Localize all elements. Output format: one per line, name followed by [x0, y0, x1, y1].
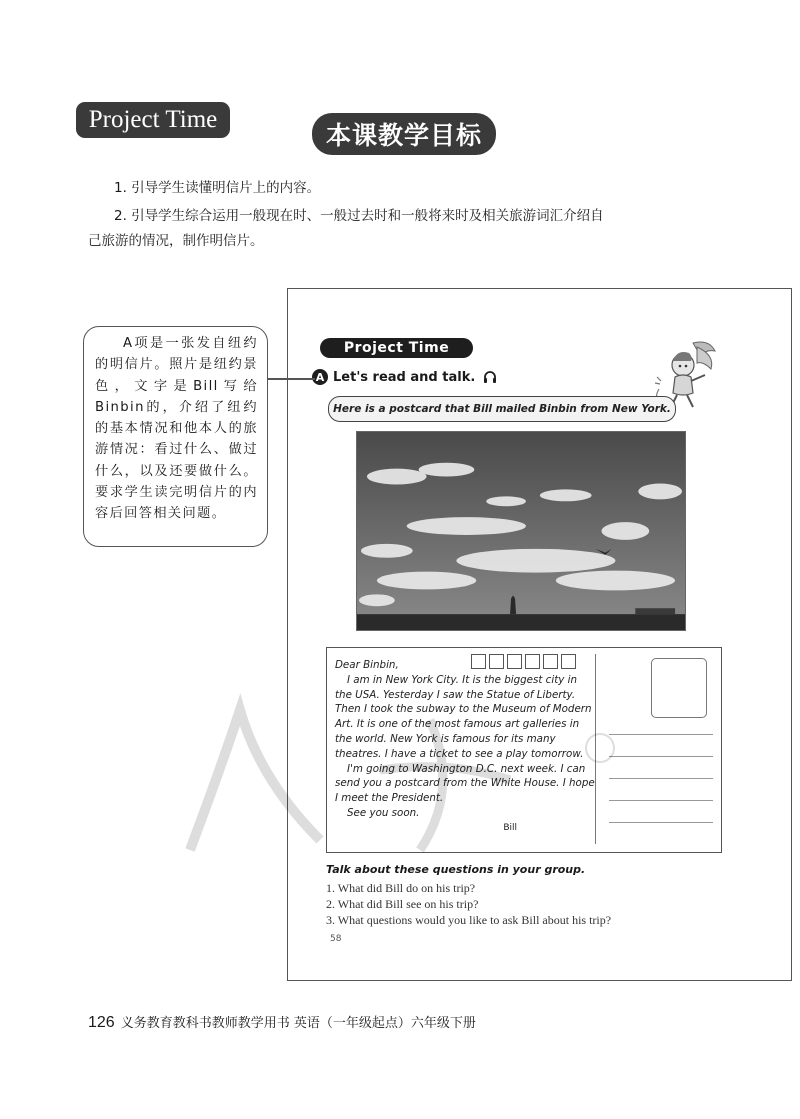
- question-1: 1. What did Bill do on his trip?: [326, 881, 476, 895]
- address-line: [609, 822, 713, 823]
- stamp-box: [651, 658, 707, 718]
- postcard-signature: Bill: [503, 822, 517, 833]
- goal-item-1: 1. 引导学生读懂明信片上的内容。: [114, 180, 321, 196]
- address-line: [609, 778, 713, 779]
- question-2: 2. What did Bill see on his trip?: [326, 897, 479, 911]
- new-york-skyline-photo: [356, 431, 686, 631]
- postcard-paragraph-1: I am in New York City. It is the biggest city in the USA. Yesterday I saw the Statue of Liberty. Then I took the subway to the Museum of Modern Art. It is one of the most famous art galleries in the world. New York is famous for its many theatres. I have a ticket to see a play tomorrow.: [335, 673, 592, 760]
- project-time-badge: Project Time: [76, 102, 230, 138]
- address-line: [609, 734, 713, 735]
- teaching-goals-title: [312, 114, 496, 154]
- postcard-closing: See you soon.: [347, 806, 420, 819]
- side-note: A项是一张发自纽约的明信片。照片是纽约景色，文字是Bill写给Binbin的，介绍了纽约的基本情况和他本人的旅游情况：看过什么、做过什么，以及还要做什么。要求学生读完明信片的内容后回答相关问题。: [83, 326, 268, 547]
- postcard-divider: [595, 654, 596, 844]
- goal-item-2-continued: 己旅游的情况，制作明信片。: [88, 233, 264, 249]
- textbook-project-badge: Project Time: [320, 338, 473, 358]
- section-letter: A: [312, 369, 328, 385]
- textbook-page-frame: [287, 288, 792, 981]
- note-connector-line: [267, 378, 315, 380]
- postcard: [326, 647, 722, 853]
- footer-book-title: 义务教育教科书教师教学用书 英语（一年级起点）六年级下册: [120, 1016, 476, 1031]
- goal-item-2: 2. 引导学生综合运用一般现在时、一般过去时和一般将来时及相关旅游词汇介绍自: [114, 208, 604, 224]
- question-3: 3. What questions would you like to ask Bill about his trip?: [326, 913, 612, 927]
- address-line: [609, 800, 713, 801]
- address-line: [609, 756, 713, 757]
- page-footer: [88, 1012, 476, 1032]
- goals-title-text: 本课教学目标: [312, 113, 496, 155]
- headphone-icon: [483, 370, 497, 384]
- section-title: Let's read and talk.: [333, 369, 476, 385]
- postcard-greeting: Dear Binbin,: [335, 659, 399, 671]
- section-heading: [312, 369, 497, 385]
- talk-heading: Talk about these questions in your group.: [326, 863, 586, 876]
- footer-page-number: 126: [88, 1014, 115, 1031]
- textbook-page-number: 58: [330, 934, 342, 944]
- postcard-paragraph-2: I'm going to Washington D.C. next week. I can send you a postcard from the White House. I hope I meet the President.: [335, 762, 595, 805]
- intro-ribbon: Here is a postcard that Bill mailed Binbin from New York.: [328, 396, 676, 422]
- postcard-message: [335, 658, 597, 836]
